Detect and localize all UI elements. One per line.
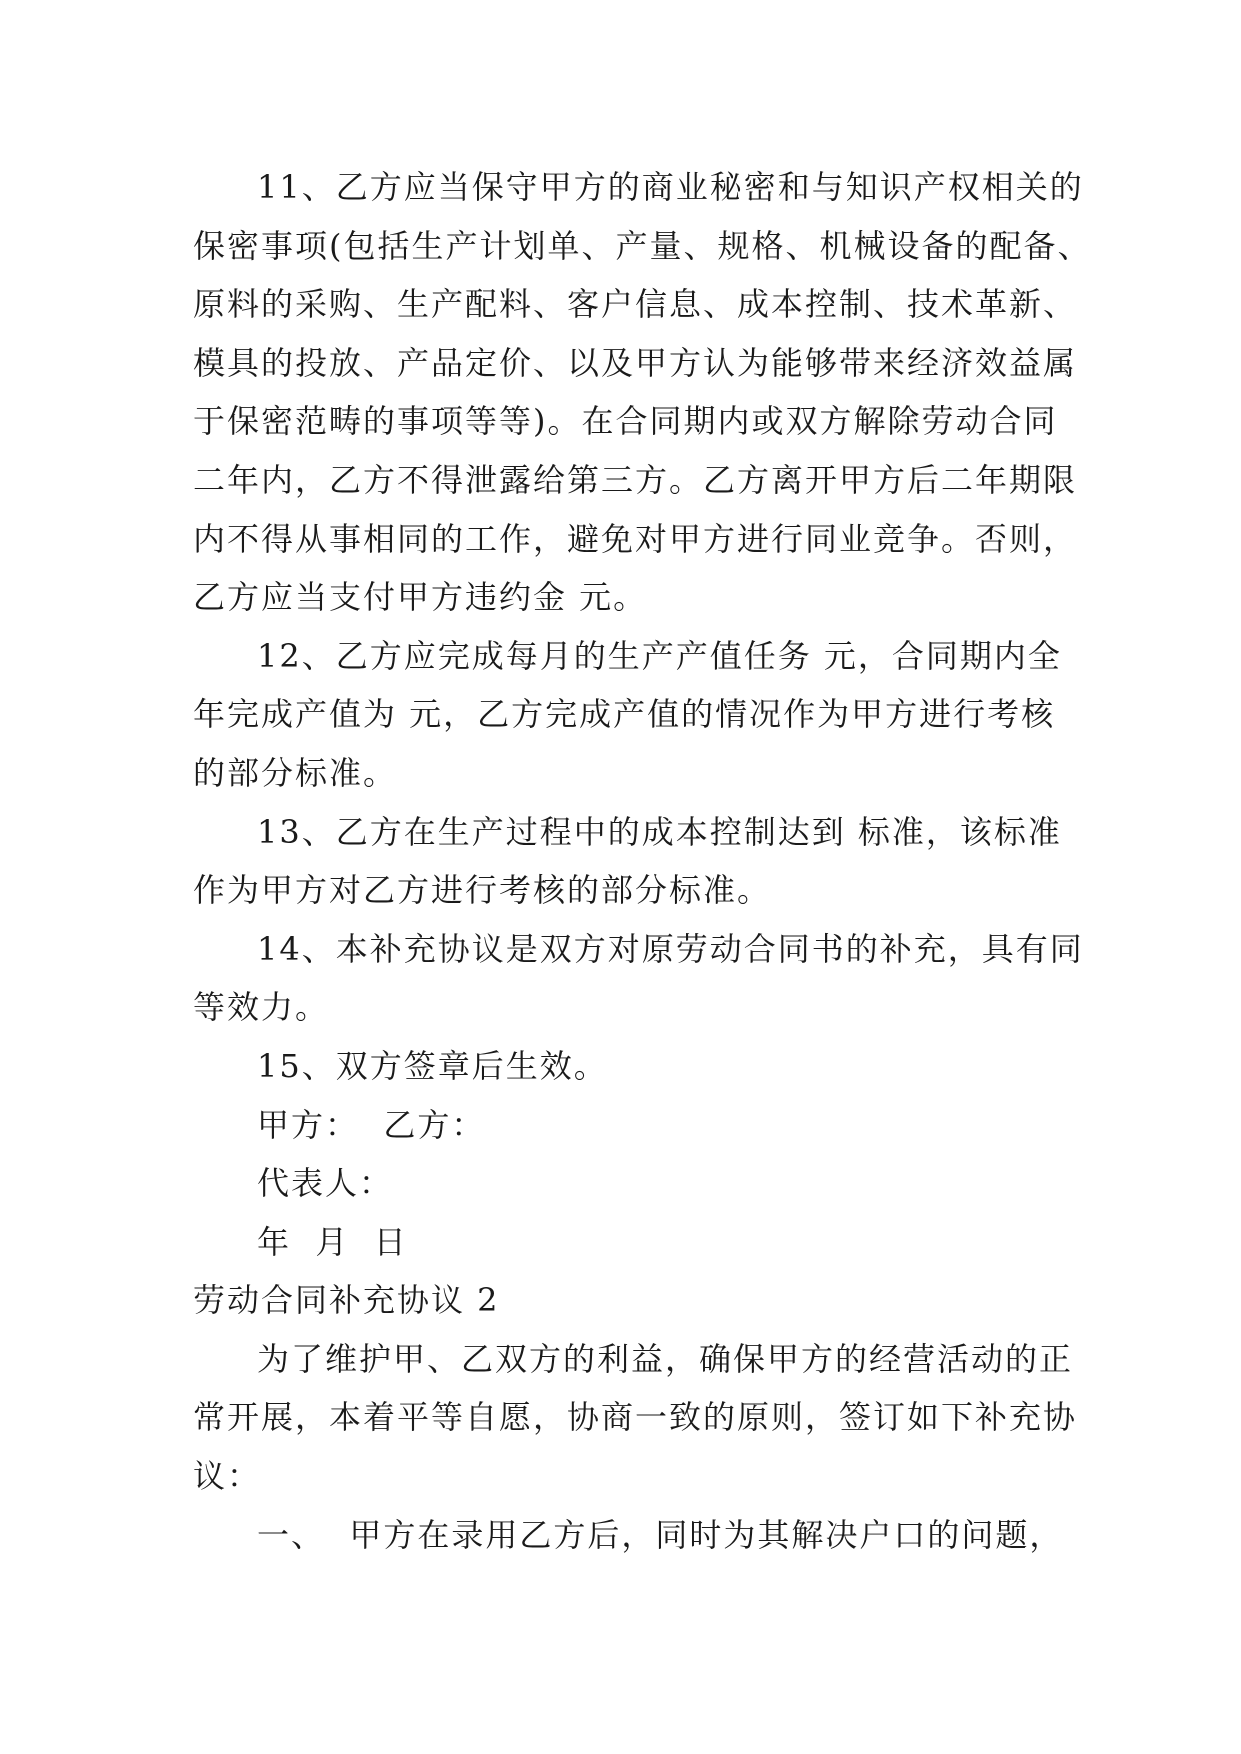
signature-block <box>193 1096 1073 1272</box>
intro-paragraph <box>193 1330 1078 1506</box>
signature-representative: 代表人： <box>257 1164 394 1203</box>
clause-13 <box>193 803 1073 920</box>
section-title <box>193 1271 1073 1330</box>
text-line: 15、双方签章后生效。 <box>257 1046 608 1085</box>
signature-parties: 甲方： 乙方： <box>257 1105 486 1144</box>
text-line: 原料的采购、生产配料、客户信息、成本控制、技术革新、 <box>193 285 1078 324</box>
text-line: 保密事项(包括生产计划单、产量、规格、机械设备的配备、 <box>193 226 1092 265</box>
section-title-text: 劳动合同补充协议 2 <box>193 1281 500 1320</box>
text-line: 等效力。 <box>193 988 330 1027</box>
signature-date: 年 月 日 <box>257 1222 408 1261</box>
text-line: 14、本补充协议是双方对原劳动合同书的补充，具有同 <box>257 929 1084 968</box>
text-line: 年完成产值为 元，乙方完成产值的情况作为甲方进行考核 <box>193 695 1056 734</box>
clause-12 <box>193 627 1073 803</box>
text-line: 于保密范畴的事项等等)。在合同期内或双方解除劳动合同 <box>193 402 1058 441</box>
text-line: 12、乙方应完成每月的生产产值任务 元，合同期内全 <box>257 636 1062 675</box>
item-one <box>193 1506 1073 1565</box>
text-line: 议： <box>193 1457 262 1496</box>
text-line: 一、 甲方在录用乙方后，同时为其解决户口的问题， <box>257 1515 1064 1554</box>
clause-15 <box>193 1037 1073 1096</box>
text-line: 作为甲方对乙方进行考核的部分标准。 <box>193 871 772 910</box>
text-line: 13、乙方在生产过程中的成本控制达到 标准，该标准 <box>257 812 1062 851</box>
text-line: 内不得从事相同的工作，避免对甲方进行同业竞争。否则， <box>193 519 1078 558</box>
clause-14 <box>193 920 1084 1037</box>
text-line: 乙方应当支付甲方违约金 元。 <box>193 578 648 617</box>
text-line: 模具的投放、产品定价、以及甲方认为能够带来经济效益属 <box>193 343 1078 382</box>
text-line: 的部分标准。 <box>193 753 398 792</box>
text-line: 二年内，乙方不得泄露给第三方。乙方离开甲方后二年期限 <box>193 460 1078 499</box>
clause-11 <box>193 158 1092 627</box>
text-line: 11、乙方应当保守甲方的商业秘密和与知识产权相关的 <box>257 168 1084 206</box>
text-line: 为了维护甲、乙双方的利益，确保甲方的经营活动的正 <box>257 1339 1074 1378</box>
text-line: 常开展，本着平等自愿，协商一致的原则，签订如下补充协 <box>193 1398 1078 1437</box>
document-body <box>193 158 1092 1564</box>
